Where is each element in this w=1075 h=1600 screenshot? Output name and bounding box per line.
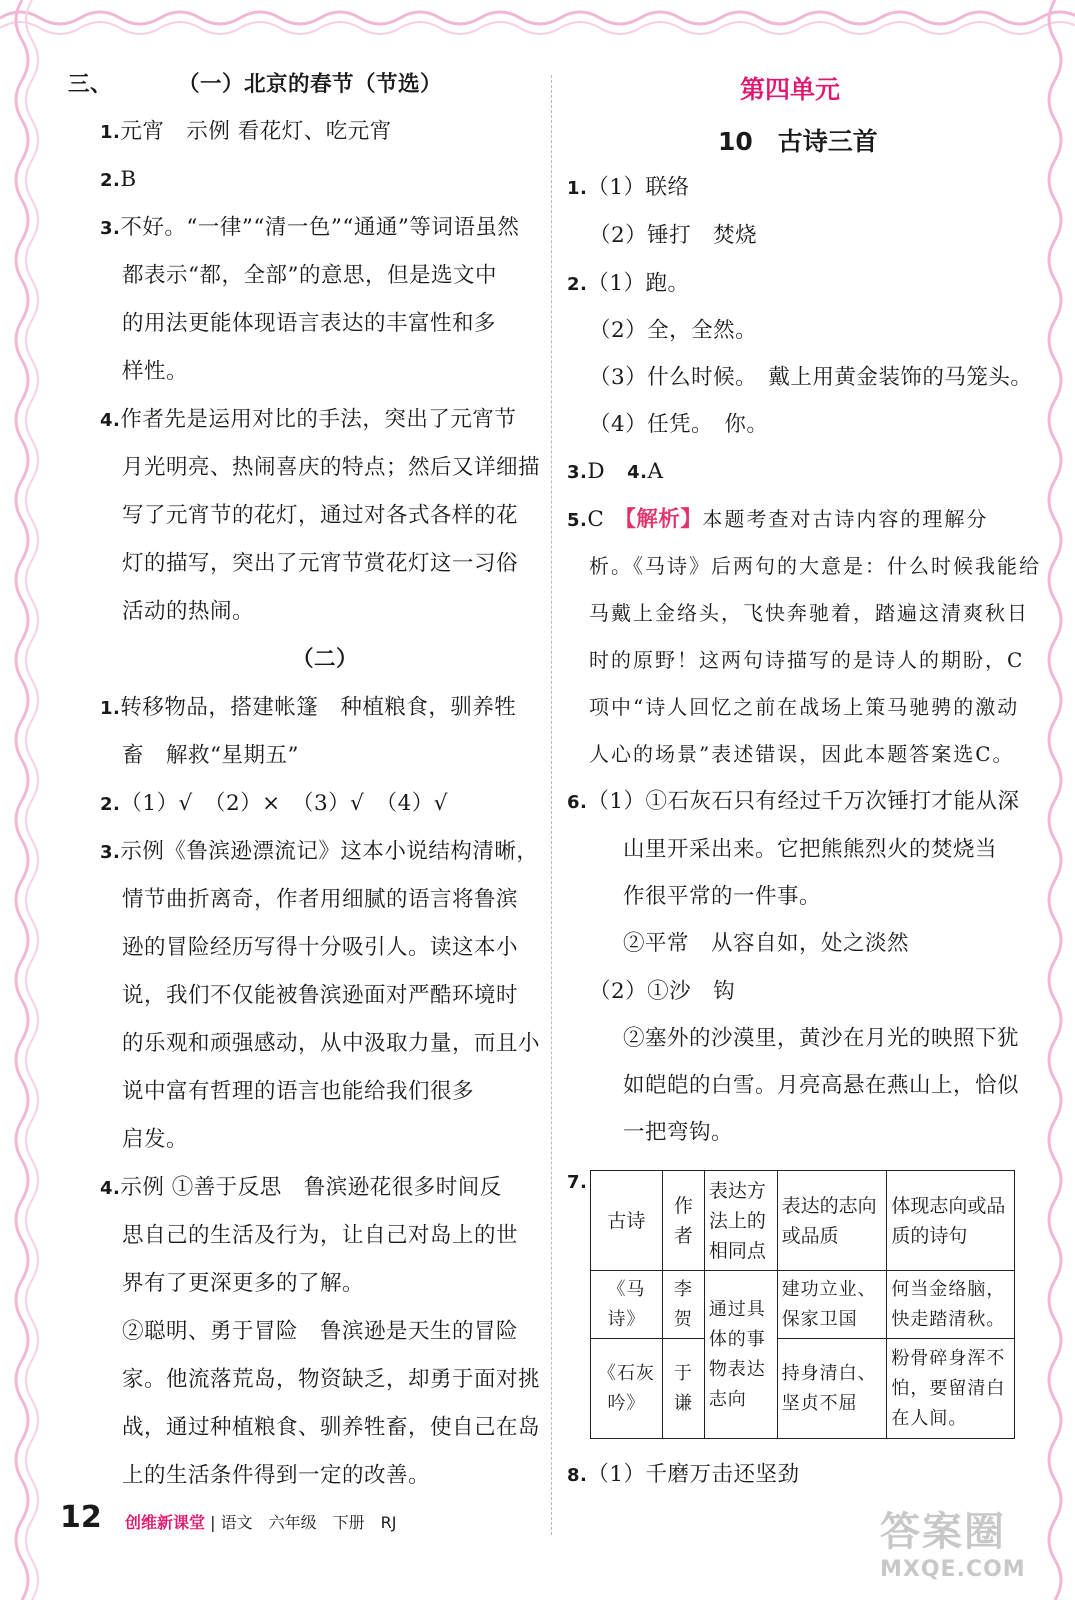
q-num: 8. — [567, 1465, 588, 1486]
q-num: 4. — [627, 462, 648, 483]
answer-text: D — [587, 459, 606, 484]
left-q1 — [100, 117, 392, 148]
verse-cell: 粉骨碎身浑不怕，要留清白在人间。 — [887, 1339, 1015, 1439]
answer-line: 活动的热闹。 — [122, 599, 255, 624]
left-s2q4 — [100, 1173, 502, 1204]
table-header: 作者 — [662, 1171, 704, 1271]
left-q3 — [100, 213, 519, 244]
q-num: 4. — [100, 410, 121, 431]
answer-line: （3）什么时候。 戴上用黄金装饰的马笼头。 — [589, 365, 1033, 390]
answer-line: 战，通过种植粮食、驯养牲畜，使自己在岛 — [122, 1415, 541, 1440]
right-wave-border — [1041, 0, 1075, 1600]
analysis-line: 本题考查对古诗内容的理解分 — [702, 507, 989, 531]
answer-line: 月光明亮、热闹喜庆的特点；然后又详细描 — [122, 455, 541, 480]
page-number: 12 — [60, 1500, 102, 1535]
answer-line: 说中富有哲理的语言也能给我们很多 — [122, 1079, 475, 1104]
answer-line: 作者先是运用对比的手法，突出了元宵节 — [120, 407, 517, 432]
section2-title: （二） — [292, 647, 359, 672]
lesson-title: 10 古诗三首 — [718, 127, 878, 156]
answer-line: 畜 解救“星期五” — [122, 743, 299, 768]
poem-cell: 《石灰吟》 — [591, 1339, 663, 1439]
answer-line: （2）全，全然。 — [589, 318, 758, 343]
right-q8 — [567, 1460, 800, 1491]
right-q3-q4 — [567, 457, 664, 488]
answer-text: （1）√ （2）× （3）√ （4）√ — [120, 791, 448, 816]
author-cell: 李贺 — [662, 1271, 704, 1339]
q-num: 6. — [567, 792, 588, 813]
table-row — [591, 1339, 1015, 1439]
table-header: 古诗 — [591, 1171, 663, 1271]
analysis-line: 时的原野！这两句诗描写的是诗人的期盼，C — [589, 648, 1025, 672]
q-num: 7. — [567, 1172, 588, 1193]
analysis-line: 马戴上金络头，飞快奔驰着，踏遍这清爽秋日 — [589, 601, 1029, 625]
answer-line: 说，我们不仅能被鲁滨逊面对严酷环境时 — [122, 983, 519, 1008]
q-num: 2. — [100, 794, 121, 815]
brand-name: 创维新课堂 — [125, 1513, 206, 1532]
poem-table — [590, 1170, 1015, 1439]
answer-text: C — [587, 507, 605, 532]
answer-line: 灯的描写，突出了元宵节赏花灯这一习俗 — [122, 551, 519, 576]
answer-line: 山里开采出来。它把熊熊烈火的焚烧当 — [623, 837, 998, 862]
answer-text: A — [647, 459, 664, 484]
q-num: 3. — [100, 842, 121, 863]
answer-line: ②平常 从容自如，处之淡然 — [623, 931, 910, 956]
answer-line: （2）锤打 焚烧 — [589, 223, 758, 248]
right-q1 — [567, 173, 690, 204]
answer-line: 的乐观和顽强感动，从中汲取力量，而且小 — [122, 1031, 541, 1056]
answer-line: 如皑皑的白雪。月亮高悬在燕山上，恰似 — [623, 1073, 1020, 1098]
answer-line: （1）联络 — [587, 175, 690, 200]
q-num: 3. — [100, 218, 121, 239]
q-num: 1. — [100, 122, 121, 143]
answer-line: 家。他流落荒岛，物资缺乏，却勇于面对挑 — [122, 1367, 541, 1392]
answer-line: 写了元宵节的花灯，通过对各式各样的花 — [122, 503, 519, 528]
q-num: 5. — [567, 510, 588, 531]
verse-cell: 何当金络脑，快走踏清秋。 — [887, 1271, 1015, 1339]
table-header: 表达方法上的相同点 — [704, 1171, 777, 1271]
section-label: 三、 — [68, 72, 113, 97]
quality-cell: 持身清白、坚贞不屈 — [777, 1339, 887, 1439]
poem-cell: 《马诗》 — [591, 1271, 663, 1339]
answer-line: ②聪明、勇于冒险 鲁滨逊是天生的冒险 — [122, 1319, 519, 1344]
answer-line: 逊的冒险经历写得十分吸引人。读这本小 — [122, 935, 519, 960]
table-header-row — [591, 1171, 1015, 1271]
answer-line: 情节曲折离奇，作者用细腻的语言将鲁滨 — [122, 887, 519, 912]
footer-separator: | — [205, 1513, 221, 1532]
answer-line: 上的生活条件得到一定的改善。 — [122, 1463, 431, 1488]
answer-line: 都表示“都，全部”的意思，但是选文中 — [122, 263, 497, 288]
method-cell: 通过具体的事物表达志向 — [704, 1271, 777, 1439]
q-num: 2. — [567, 274, 588, 295]
answer-line: 界有了更深更多的了解。 — [122, 1271, 365, 1296]
unit-title: 第四单元 — [740, 75, 841, 104]
answer-line: 样性。 — [122, 359, 189, 384]
table-header: 表达的志向或品质 — [777, 1171, 887, 1271]
left-q4 — [100, 405, 516, 436]
watermark-text: 答案圈 — [880, 1509, 1006, 1555]
answer-line: 的用法更能体现语言表达的丰富性和多 — [122, 311, 497, 336]
left-wave-border — [0, 0, 44, 1600]
book-info: 语文 六年级 下册 RJ — [220, 1513, 397, 1532]
left-s2q1 — [100, 693, 516, 724]
table-row — [591, 1271, 1015, 1339]
footer-info — [125, 1510, 396, 1533]
analysis-line: 析。《马诗》后两句的大意是：什么时候我能给 — [589, 554, 1041, 578]
right-q2 — [567, 269, 690, 300]
analysis-tag: 【解析】 — [614, 507, 703, 532]
answer-line: （2）①沙 钩 — [589, 979, 736, 1004]
answer-line: （1）跑。 — [587, 271, 690, 296]
watermark — [880, 1500, 1060, 1580]
answer-line: （4）任凭。 你。 — [589, 412, 769, 437]
answer-line: 示例《鲁滨逊漂流记》这本小说结构清晰， — [120, 839, 539, 864]
right-q6 — [567, 787, 1020, 818]
right-q7-num — [567, 1167, 587, 1198]
answer-line: 不好。“一律”“清一色”“通通”等词语虽然 — [120, 215, 520, 240]
answer-text: 元宵 示例 看花灯、吃元宵 — [120, 119, 392, 144]
left-q2 — [100, 165, 137, 196]
answer-line: 转移物品，搭建帐篷 种植粮食，驯养牲 — [120, 695, 517, 720]
answer-line: 启发。 — [122, 1127, 189, 1152]
quality-cell: 建功立业、保家卫国 — [777, 1271, 887, 1339]
q-num: 2. — [100, 170, 121, 191]
answer-line: 示例 ①善于反思 鲁滨逊花很多时间反 — [120, 1175, 502, 1200]
analysis-line: 人心的场景”表述错误，因此本题答案选C。 — [589, 742, 1015, 766]
answer-text: B — [120, 167, 137, 192]
left-s2q2 — [100, 789, 448, 820]
answer-line: 一把弯钩。 — [623, 1120, 734, 1145]
left-s2q3 — [100, 837, 538, 868]
author-cell: 于谦 — [662, 1339, 704, 1439]
q-num: 3. — [567, 462, 588, 483]
table-header: 体现志向或品质的诗句 — [887, 1171, 1015, 1271]
answer-line: 作很平常的一件事。 — [623, 884, 822, 909]
answer-line: （1）①石灰石只有经过千万次锤打才能从深 — [587, 789, 1020, 814]
q-num: 1. — [567, 178, 588, 199]
answer-line: ②塞外的沙漠里，黄沙在月光的映照下犹 — [623, 1026, 1020, 1051]
answer-line: 思自己的生活及行为，让自己对岛上的世 — [122, 1223, 519, 1248]
q-num: 4. — [100, 1178, 121, 1199]
analysis-line: 项中“诗人回忆之前在战场上策马驰骋的激动 — [589, 695, 1020, 719]
section-title: （一）北京的春节（节选） — [178, 72, 443, 97]
q-num: 1. — [100, 698, 121, 719]
right-q5 — [567, 504, 988, 536]
watermark-url: MXQE.COM — [880, 1557, 1026, 1582]
answer-text: （1）千磨万击还坚劲 — [587, 1462, 800, 1487]
column-divider — [551, 75, 552, 1535]
top-wave-border — [0, 0, 1075, 40]
